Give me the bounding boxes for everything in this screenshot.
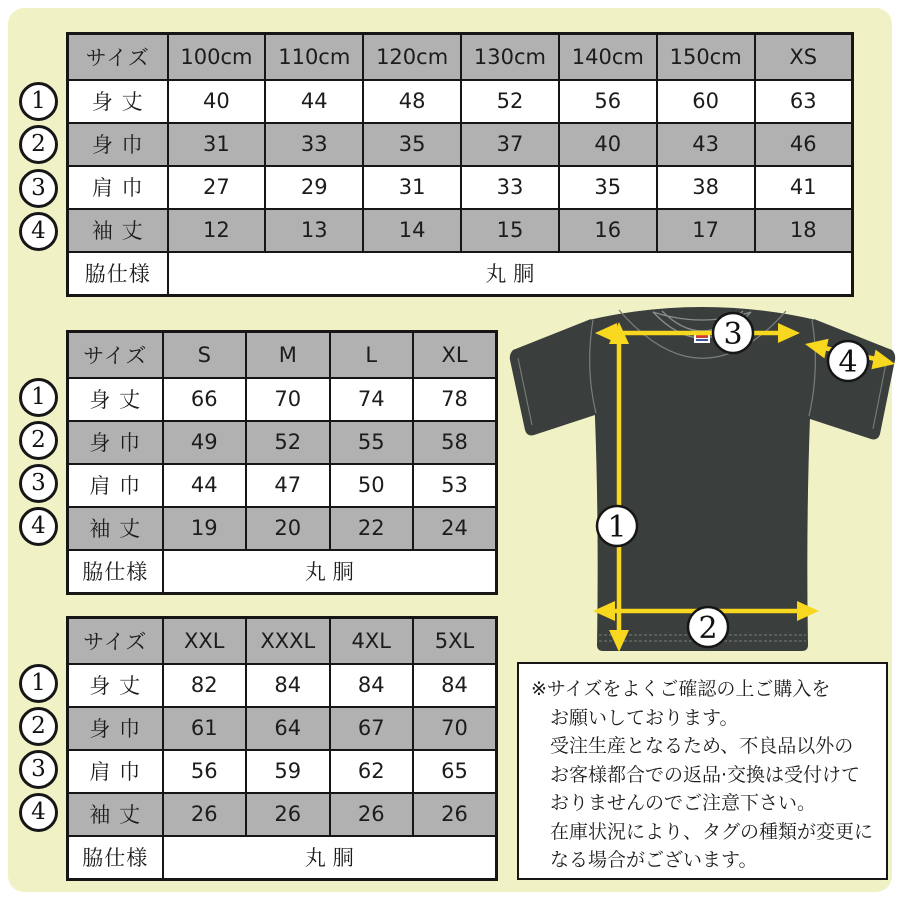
measure-value-cell: 17 (657, 209, 755, 252)
row-marker-1: 1 (19, 82, 58, 121)
size-column-header: XS (755, 34, 853, 80)
diagram-marker-digit: 2 (698, 611, 718, 646)
measure-value-cell: 47 (246, 464, 330, 507)
size-column-header: 110cm (265, 34, 363, 80)
size-column-header: 100cm (168, 34, 266, 80)
measure-value-cell: 31 (363, 166, 461, 209)
row-marker-3: 3 (19, 464, 58, 503)
measure-value-cell: 38 (657, 166, 755, 209)
measure-value-cell: 60 (657, 80, 755, 123)
measure-value-cell: 31 (168, 123, 266, 166)
measure-value-cell: 48 (363, 80, 461, 123)
body-length-row (68, 80, 853, 123)
neck-tag-stripe (696, 339, 708, 341)
diagram-marker-2 (688, 607, 728, 647)
notice-line: ※サイズをよくご確認の上ご購入を (531, 678, 831, 700)
row-marker-4: 4 (19, 507, 58, 546)
arrow-2-head-right (797, 601, 819, 621)
measure-value-cell: 70 (413, 707, 497, 750)
sleeve-length-row (68, 209, 853, 252)
measure-value-cell: 58 (413, 421, 497, 464)
measure-value-cell: 33 (461, 166, 559, 209)
notice-line: なる場合がございます。 (550, 849, 758, 871)
measure-value-cell: 61 (163, 707, 247, 750)
measure-value-cell: 20 (246, 507, 330, 550)
diagram-marker-digit: 4 (838, 345, 858, 380)
shoulder-width-row (68, 750, 497, 793)
measure-value-cell: 56 (163, 750, 247, 793)
row-marker-2: 2 (19, 421, 58, 460)
big-size-table (66, 616, 498, 881)
measure-value-cell: 65 (413, 750, 497, 793)
body-width-row (68, 421, 497, 464)
row-marker-3: 3 (19, 169, 58, 208)
row-marker-1: 1 (19, 664, 58, 703)
measure-value-cell: 35 (559, 166, 657, 209)
measure-value-cell: 16 (559, 209, 657, 252)
notice-line: お客様都合での返品·交換は受付けて (550, 763, 861, 786)
row-marker-2: 2 (19, 707, 58, 746)
measure-value-cell: 84 (413, 664, 497, 707)
measure-value-cell: 33 (265, 123, 363, 166)
purchase-notice-box (517, 662, 888, 880)
size-column-header: L (330, 332, 414, 378)
adult-size-table (66, 330, 498, 595)
sleeve-length-row (68, 793, 497, 836)
notice-line: お願いしております。 (550, 706, 739, 729)
row-marker-1: 1 (19, 378, 58, 417)
size-column-header: 4XL (330, 618, 414, 664)
size-column-header: 140cm (559, 34, 657, 80)
size-column-header: XL (413, 332, 497, 378)
side-spec-label: 脇仕様 (68, 836, 163, 880)
measure-value-cell: 35 (363, 123, 461, 166)
measure-row-label: 肩 巾 (68, 464, 163, 507)
measure-value-cell: 59 (246, 750, 330, 793)
shoulder-width-row (68, 464, 497, 507)
measure-value-cell: 52 (246, 421, 330, 464)
size-column-header: S (163, 332, 247, 378)
diagram-marker-3 (713, 313, 753, 353)
measure-row-label: 袖 丈 (68, 507, 163, 550)
notice-line: おりませんのでご注意下さい。 (550, 792, 817, 814)
measure-value-cell: 14 (363, 209, 461, 252)
measure-value-cell: 49 (163, 421, 247, 464)
body-length-row (68, 664, 497, 707)
table-header-row (68, 618, 497, 664)
measure-value-cell: 53 (413, 464, 497, 507)
table-header-row (68, 34, 853, 80)
measure-value-cell: 13 (265, 209, 363, 252)
measure-value-cell: 78 (413, 378, 497, 421)
size-column-header: 120cm (363, 34, 461, 80)
notice-line: 受注生産となるため、不良品以外の (550, 735, 854, 757)
measure-row-label: 袖 丈 (68, 209, 168, 252)
measure-value-cell: 27 (168, 166, 266, 209)
measure-value-cell: 37 (461, 123, 559, 166)
row-marker-4: 4 (19, 212, 58, 251)
measure-value-cell: 40 (168, 80, 266, 123)
measure-value-cell: 46 (755, 123, 853, 166)
measure-row-label: 身 丈 (68, 664, 163, 707)
measure-row-label: 肩 巾 (68, 166, 168, 209)
size-header-label: サイズ (68, 332, 163, 378)
size-column-header: 5XL (413, 618, 497, 664)
sleeve-length-row (68, 507, 497, 550)
size-header-label: サイズ (68, 618, 163, 664)
measure-value-cell: 66 (163, 378, 247, 421)
kids-size-table (66, 32, 854, 297)
measure-value-cell: 56 (559, 80, 657, 123)
size-header-label: サイズ (68, 34, 168, 80)
measure-value-cell: 12 (168, 209, 266, 252)
diagram-marker-digit: 3 (723, 317, 743, 352)
measure-value-cell: 82 (163, 664, 247, 707)
measure-row-label: 身 丈 (68, 80, 168, 123)
measure-value-cell: 52 (461, 80, 559, 123)
side-spec-row (68, 252, 853, 296)
notice-line: 在庫状況により、タグの種類が変更に (550, 820, 874, 843)
measure-value-cell: 26 (246, 793, 330, 836)
size-column-header: 150cm (657, 34, 755, 80)
measure-value-cell: 40 (559, 123, 657, 166)
size-column-header: M (246, 332, 330, 378)
measure-value-cell: 55 (330, 421, 414, 464)
shoulder-width-row (68, 166, 853, 209)
side-spec-row (68, 836, 497, 880)
diagram-marker-4 (828, 341, 868, 381)
measure-row-label: 身 巾 (68, 707, 163, 750)
side-spec-label: 脇仕様 (68, 550, 163, 594)
body-width-row (68, 707, 497, 750)
measure-value-cell: 74 (330, 378, 414, 421)
size-column-header: XXXL (246, 618, 330, 664)
measure-value-cell: 67 (330, 707, 414, 750)
measure-value-cell: 26 (330, 793, 414, 836)
measure-row-label: 身 丈 (68, 378, 163, 421)
measure-value-cell: 44 (265, 80, 363, 123)
side-spec-value: 丸 胴 (163, 550, 497, 594)
body-length-row (68, 378, 497, 421)
measure-value-cell: 26 (163, 793, 247, 836)
side-spec-value: 丸 胴 (163, 836, 497, 880)
measure-value-cell: 26 (413, 793, 497, 836)
measure-value-cell: 19 (163, 507, 247, 550)
measure-value-cell: 63 (755, 80, 853, 123)
measure-value-cell: 22 (330, 507, 414, 550)
row-marker-4: 4 (19, 793, 58, 832)
measure-row-label: 袖 丈 (68, 793, 163, 836)
measure-row-label: 肩 巾 (68, 750, 163, 793)
measure-value-cell: 41 (755, 166, 853, 209)
side-spec-value: 丸 胴 (168, 252, 853, 296)
diagram-marker-1 (597, 506, 637, 546)
size-column-header: XXL (163, 618, 247, 664)
measure-value-cell: 43 (657, 123, 755, 166)
measure-value-cell: 70 (246, 378, 330, 421)
row-marker-2: 2 (19, 125, 58, 164)
size-column-header: 130cm (461, 34, 559, 80)
row-marker-3: 3 (19, 750, 58, 789)
measure-value-cell: 84 (246, 664, 330, 707)
tshirt-measurement-diagram (505, 306, 900, 658)
diagram-marker-digit: 1 (607, 510, 627, 545)
measure-row-label: 身 巾 (68, 123, 168, 166)
measure-value-cell: 84 (330, 664, 414, 707)
measure-value-cell: 64 (246, 707, 330, 750)
measure-value-cell: 15 (461, 209, 559, 252)
tshirt-diagram-svg (505, 306, 900, 658)
measure-value-cell: 50 (330, 464, 414, 507)
measure-row-label: 身 巾 (68, 421, 163, 464)
side-spec-row (68, 550, 497, 594)
measure-value-cell: 29 (265, 166, 363, 209)
measure-value-cell: 62 (330, 750, 414, 793)
table-header-row (68, 332, 497, 378)
body-width-row (68, 123, 853, 166)
measure-value-cell: 24 (413, 507, 497, 550)
measure-value-cell: 44 (163, 464, 247, 507)
left-sleeve (510, 319, 598, 435)
side-spec-label: 脇仕様 (68, 252, 168, 296)
measure-value-cell: 18 (755, 209, 853, 252)
